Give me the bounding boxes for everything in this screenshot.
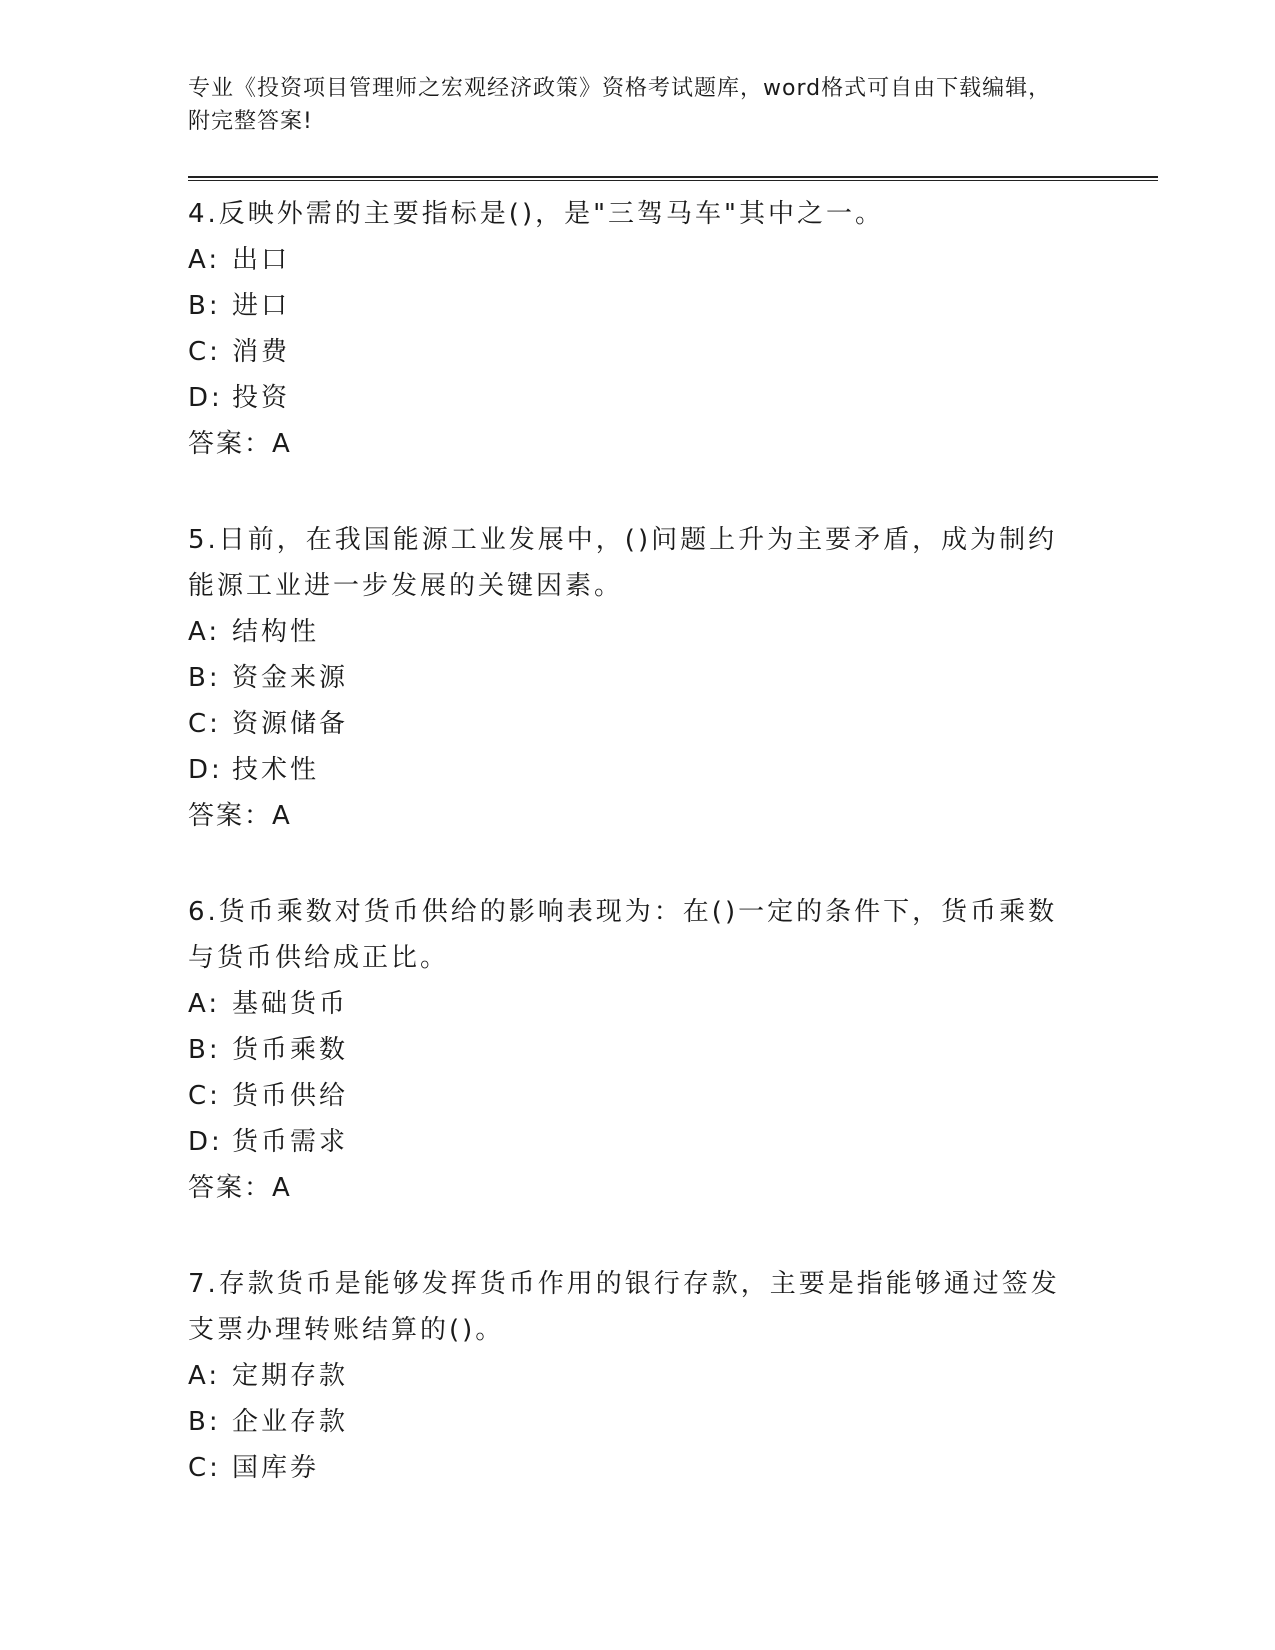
option-text: 企业存款 [232,1407,349,1437]
option-text: 结构性 [232,617,320,647]
option-d [188,1119,1158,1165]
option-text: 定期存款 [232,1361,349,1391]
option-key: D: [188,383,223,413]
option-key: B: [188,663,221,693]
option-a [188,981,1158,1027]
question-stem: 4.反映外需的主要指标是()，是"三驾马车"其中之一。 [188,199,885,229]
option-text: 货币需求 [232,1127,349,1157]
option-a [188,237,1158,283]
option-text: 资金来源 [232,663,349,693]
document-page [188,72,1158,1491]
question-6 [188,889,1158,1211]
option-text: 技术性 [232,755,320,785]
option-key: C: [188,1081,221,1111]
option-d [188,747,1158,793]
option-key: B: [188,1407,221,1437]
question-5 [188,517,1158,839]
option-text: 国库券 [232,1453,320,1483]
option-text: 货币乘数 [232,1035,349,1065]
option-d [188,375,1158,421]
option-c [188,1073,1158,1119]
question-stem: 6.货币乘数对货币供给的影响表现为：在()一定的条件下，货币乘数与货币供给成正比。 [188,897,1058,973]
option-b [188,1027,1158,1073]
option-key: D: [188,1127,223,1157]
option-text: 进口 [232,291,291,321]
option-key: A: [188,617,221,647]
answer-line: 答案：A [188,801,292,831]
option-b [188,1399,1158,1445]
option-key: D: [188,755,223,785]
option-c [188,329,1158,375]
question-stem: 7.存款货币是能够发挥货币作用的银行存款，主要是指能够通过签发支票办理转账结算的()。 [188,1269,1060,1345]
option-text: 出口 [232,245,291,275]
question-4 [188,191,1158,467]
question-stem: 5.日前，在我国能源工业发展中，()问题上升为主要矛盾，成为制约能源工业进一步发展的关键因素。 [188,525,1058,601]
header-divider [188,176,1158,181]
option-b [188,655,1158,701]
option-c [188,701,1158,747]
option-key: B: [188,1035,221,1065]
option-text: 资源储备 [232,709,349,739]
option-key: A: [188,989,221,1019]
question-7 [188,1261,1158,1491]
option-a [188,1353,1158,1399]
option-key: A: [188,245,221,275]
document-header: 专业《投资项目管理师之宏观经济政策》资格考试题库，word格式可自由下载编辑，附完整答案! [188,76,1052,134]
option-key: B: [188,291,221,321]
option-text: 消费 [232,337,291,367]
question-spacer [188,467,1158,517]
option-a [188,609,1158,655]
option-text: 货币供给 [232,1081,349,1111]
option-b [188,283,1158,329]
option-key: C: [188,1453,221,1483]
option-c [188,1445,1158,1491]
question-spacer [188,839,1158,889]
option-text: 基础货币 [232,989,349,1019]
option-text: 投资 [232,383,291,413]
answer-line: 答案：A [188,429,292,459]
answer-line: 答案：A [188,1173,292,1203]
option-key: A: [188,1361,221,1391]
option-key: C: [188,709,221,739]
question-spacer [188,1211,1158,1261]
option-key: C: [188,337,221,367]
